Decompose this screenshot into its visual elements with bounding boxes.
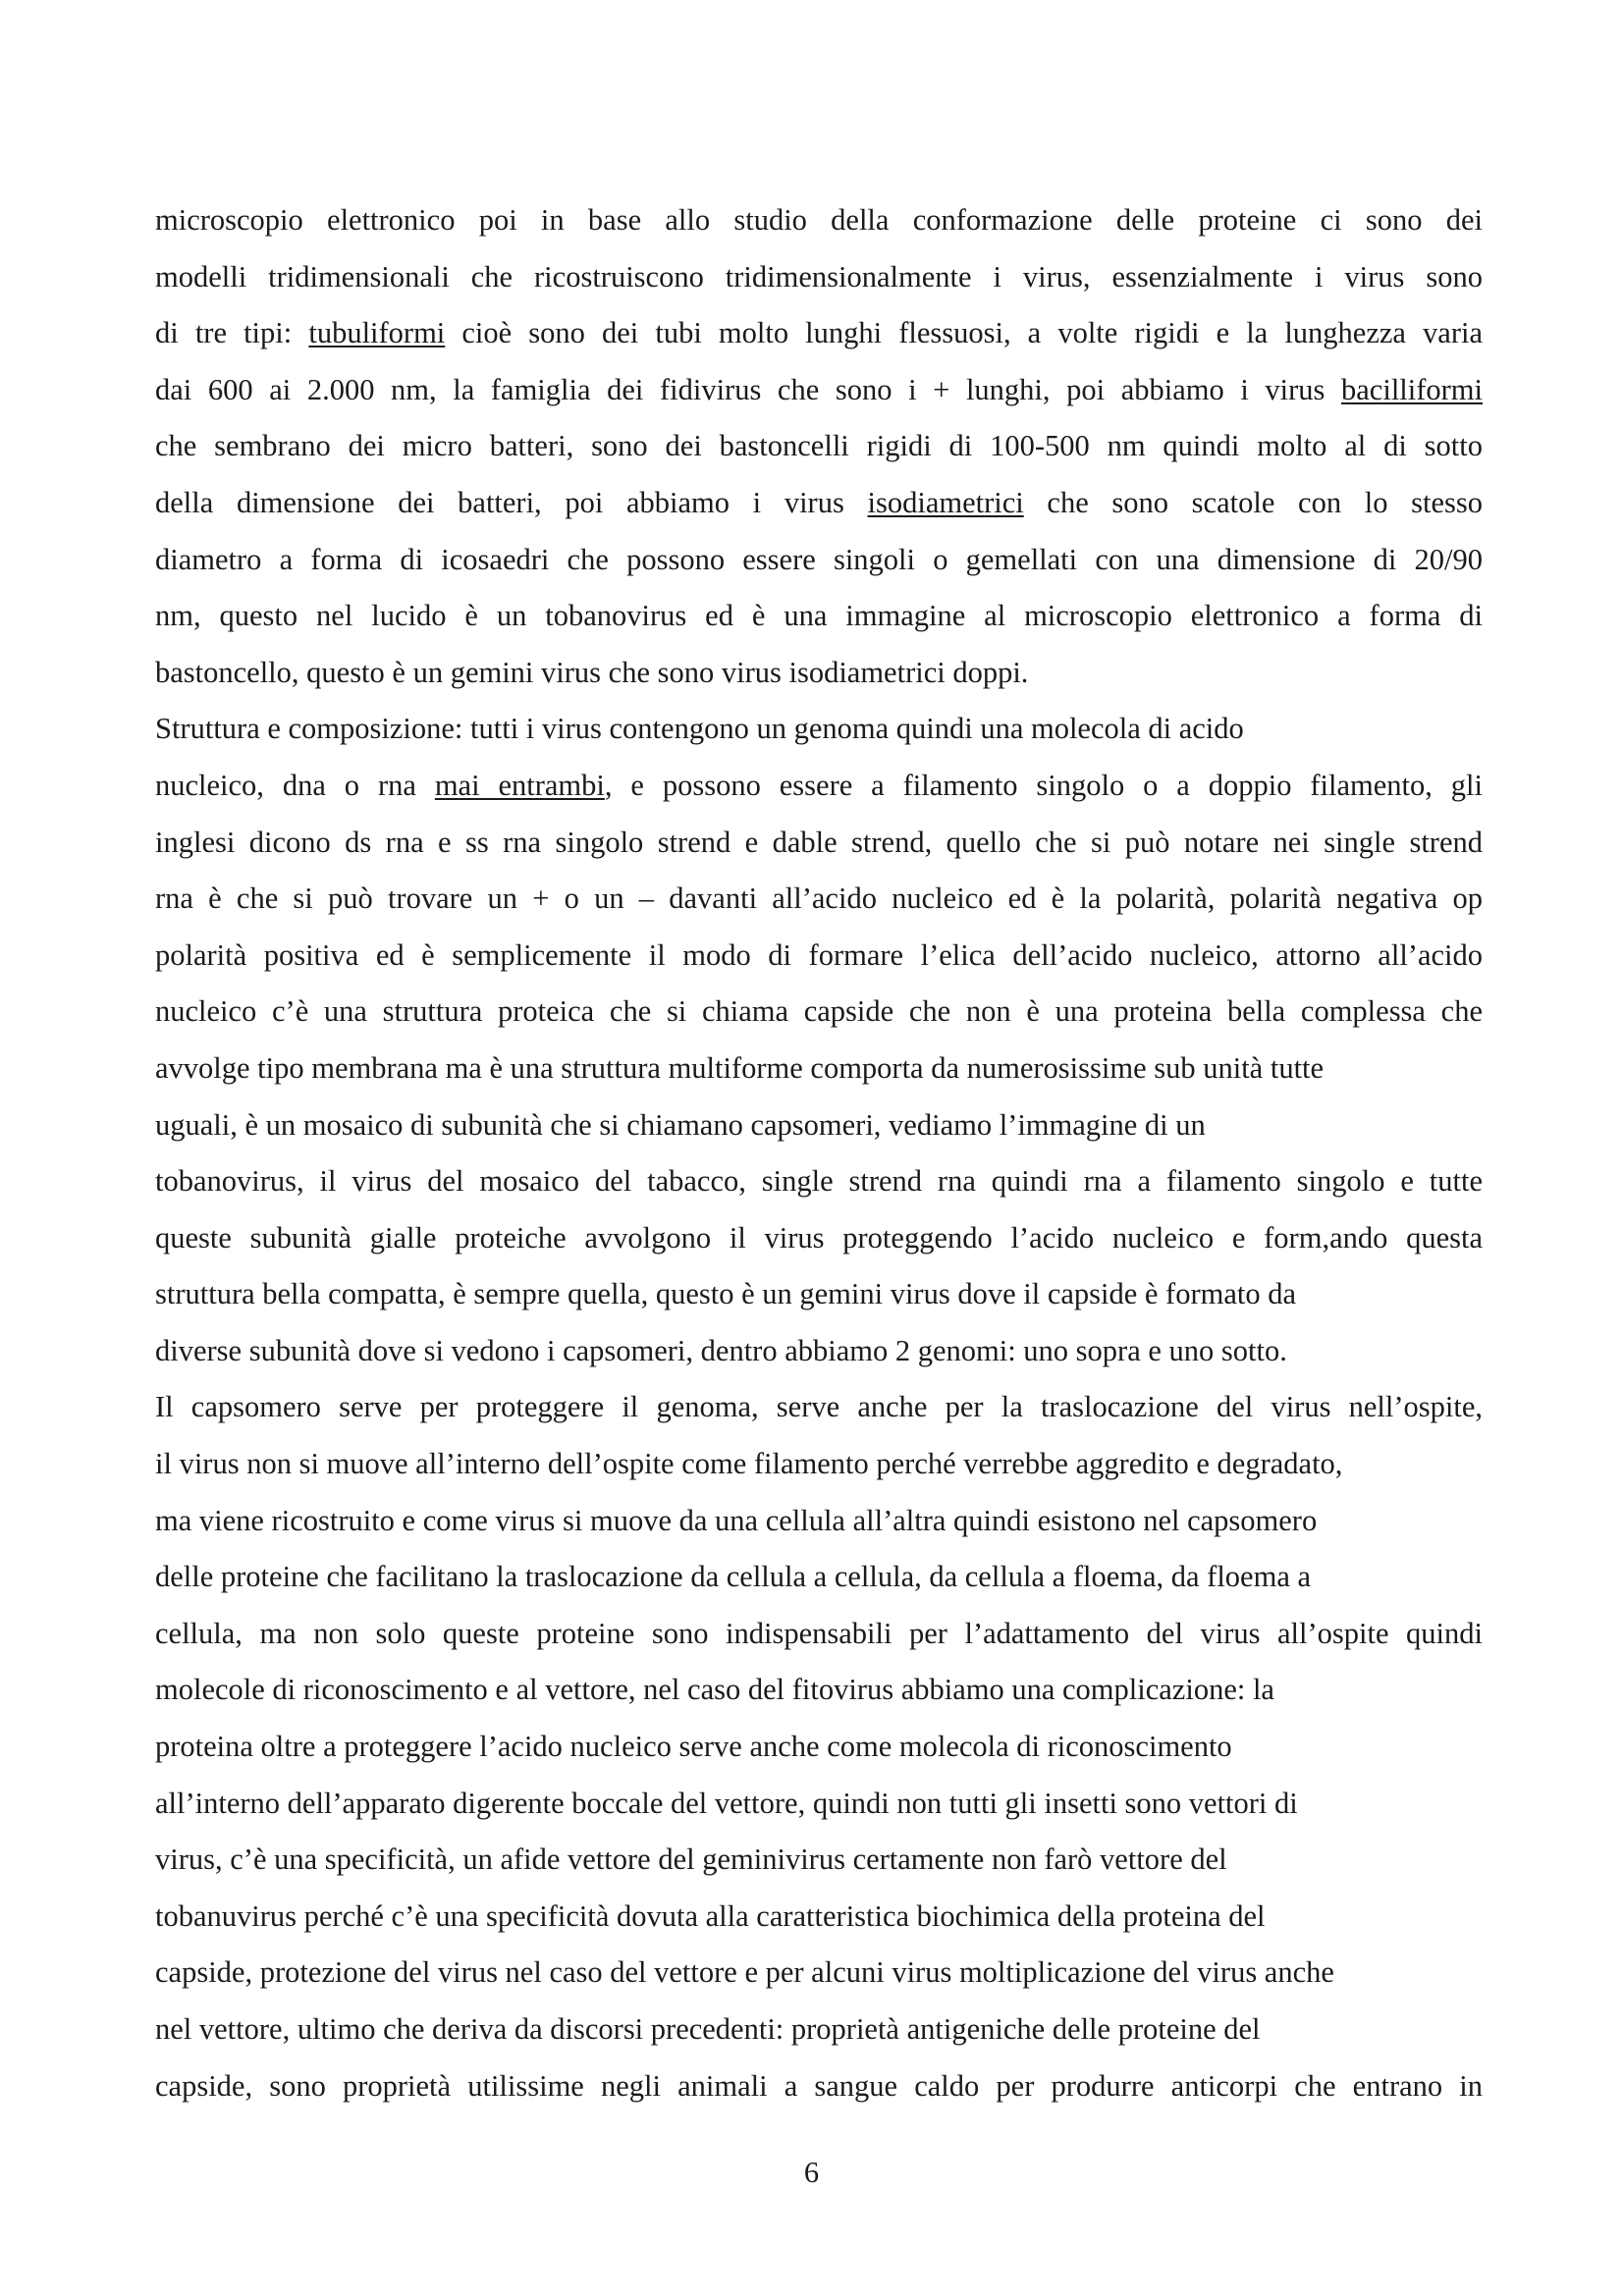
text-line xyxy=(155,2058,1483,2115)
text-line xyxy=(155,1493,1483,1550)
text-line xyxy=(155,1662,1483,1719)
text-segment: rna è che si può trovare un + o un – davanti all’acido nucleico ed è la polarità, polarità negativa op xyxy=(155,881,1483,916)
underlined-term: bacilliformi xyxy=(1341,372,1483,406)
text-segment: microscopio elettronico poi in base allo studio della conformazione delle proteine ci sono dei xyxy=(155,203,1483,237)
text-segment: diametro a forma di icosaedri che possono essere singoli o gemellati con una dimensione di 20/90 xyxy=(155,542,1483,576)
text-segment: tobanovirus, il virus del mosaico del tabacco, single strend rna quindi rna a filamento singolo e tutte xyxy=(155,1164,1483,1199)
text-segment: bastoncello, questo è un gemini virus che sono virus isodiametrici doppi. xyxy=(155,655,1029,689)
text-line xyxy=(155,1889,1483,1946)
text-segment: della dimensione dei batteri, poi abbiamo i virus xyxy=(155,485,868,519)
text-line xyxy=(155,1323,1483,1380)
text-segment: uguali, è un mosaico di subunità che si chiamano capsomeri, vediamo l’immagine di un xyxy=(155,1107,1206,1142)
text-line xyxy=(155,871,1483,928)
text-segment: delle proteine che facilitano la traslocazione da cellula a cellula, da cellula a floema, da floema a xyxy=(155,1560,1312,1594)
text-segment: tobanuvirus perché c’è una specificità dovuta alla caratteristica biochimica della proteina del xyxy=(155,1898,1266,1933)
text-line xyxy=(155,1719,1483,1776)
text-line xyxy=(155,1379,1483,1436)
text-line xyxy=(155,1041,1483,1097)
text-segment: dai 600 ai 2.000 nm, la famiglia dei fidivirus che sono i + lunghi, poi abbiamo i virus xyxy=(155,372,1342,406)
underlined-term: tubuliformi xyxy=(308,316,446,350)
text-line xyxy=(155,532,1483,589)
text-line xyxy=(155,1776,1483,1833)
text-segment: inglesi dicono ds rna e ss rna singolo strend e dable strend, quello che si può notare nei single strend xyxy=(155,825,1483,859)
page-number: 6 xyxy=(803,2156,820,2189)
text-line xyxy=(155,475,1483,532)
text-segment: che sembrano dei micro batteri, sono dei bastoncelli rigidi di 100-500 nm quindi molto al di sotto xyxy=(155,429,1483,463)
text-line xyxy=(155,305,1483,362)
text-line xyxy=(155,1945,1483,2002)
text-line xyxy=(155,645,1483,702)
text-segment: il virus non si muove all’interno dell’ospite come filamento perché verrebbe aggredito e degradato, xyxy=(155,1447,1343,1481)
text-line xyxy=(155,192,1483,249)
text-segment: Struttura e composizione: tutti i virus contengono un genoma quindi una molecola di acido xyxy=(155,712,1244,746)
text-line xyxy=(155,928,1483,985)
text-line xyxy=(155,1266,1483,1323)
text-line xyxy=(155,362,1483,419)
text-segment: virus, c’è una specificità, un afide vettore del geminivirus certamente non farò vettore del xyxy=(155,1842,1227,1877)
text-segment: modelli tridimensionali che ricostruiscono tridimensionalmente i virus, essenzialmente i virus sono xyxy=(155,259,1483,294)
text-segment: proteina oltre a proteggere l’acido nucleico serve anche come molecola di riconoscimento xyxy=(155,1730,1232,1764)
text-segment: avvolge tipo membrana ma è una struttura multiforme comporta da numerosissime sub unità tutte xyxy=(155,1050,1325,1085)
text-segment: , e possono essere a filamento singolo o a doppio filamento, gli xyxy=(604,768,1483,802)
underlined-term: mai entrambi xyxy=(434,768,605,802)
text-segment: cellula, ma non solo queste proteine sono indispensabili per l’adattamento del virus all’ospite quindi xyxy=(155,1616,1483,1650)
text-line xyxy=(155,815,1483,872)
text-line xyxy=(155,249,1483,306)
text-segment: ma viene ricostruito e come virus si muove da una cellula all’altra quindi esistono nel capsomero xyxy=(155,1503,1318,1537)
text-line xyxy=(155,758,1483,815)
text-line xyxy=(155,1549,1483,1606)
underlined-term: isodiametrici xyxy=(867,485,1024,519)
text-segment: Il capsomero serve per proteggere il genoma, serve anche per la traslocazione del virus nell’ospite, xyxy=(155,1390,1483,1424)
text-line xyxy=(155,1606,1483,1663)
text-segment: polarità positiva ed è semplicemente il modo di formare l’elica dell’acido nucleico, attorno all’acido xyxy=(155,937,1483,972)
text-segment: nucleico c’è una struttura proteica che si chiama capside che non è una proteina bella complessa che xyxy=(155,994,1483,1029)
text-segment: di tre tipi: xyxy=(155,316,309,350)
text-line xyxy=(155,1210,1483,1267)
text-segment: all’interno dell’apparato digerente boccale del vettore, quindi non tutti gli insetti sono vettori di xyxy=(155,1786,1298,1820)
text-line xyxy=(155,1436,1483,1493)
text-segment: capside, protezione del virus nel caso del vettore e per alcuni virus moltiplicazione del virus anche xyxy=(155,1955,1334,1990)
text-line xyxy=(155,588,1483,645)
text-segment: struttura bella compatta, è sempre quella, questo è un gemini virus dove il capside è formato da xyxy=(155,1277,1297,1311)
text-segment: cioè sono dei tubi molto lunghi flessuosi, a volte rigidi e la lunghezza varia xyxy=(445,316,1483,350)
body-text xyxy=(155,192,1483,2114)
text-line xyxy=(155,1153,1483,1210)
text-segment: capside, sono proprietà utilissime negli animali a sangue caldo per produrre anticorpi che entrano in xyxy=(155,2068,1483,2103)
text-segment: che sono scatole con lo stesso xyxy=(1023,485,1483,519)
text-segment: nucleico, dna o rna xyxy=(155,768,435,802)
text-line xyxy=(155,1832,1483,1889)
text-line xyxy=(155,418,1483,475)
text-segment: queste subunità gialle proteiche avvolgono il virus proteggendo l’acido nucleico e form,ando questa xyxy=(155,1220,1483,1255)
text-line xyxy=(155,701,1483,758)
text-segment: nm, questo nel lucido è un tobanovirus ed è una immagine al microscopio elettronico a forma di xyxy=(155,599,1483,633)
text-line xyxy=(155,2002,1483,2058)
text-segment: diverse subunità dove si vedono i capsomeri, dentro abbiamo 2 genomi: uno sopra e uno sotto. xyxy=(155,1333,1287,1367)
text-line xyxy=(155,984,1483,1041)
text-line xyxy=(155,1097,1483,1154)
text-segment: molecole di riconoscimento e al vettore, nel caso del fitovirus abbiamo una complicazione: la xyxy=(155,1673,1274,1707)
text-segment: nel vettore, ultimo che deriva da discorsi precedenti: proprietà antigeniche delle proteine del xyxy=(155,2012,1261,2046)
